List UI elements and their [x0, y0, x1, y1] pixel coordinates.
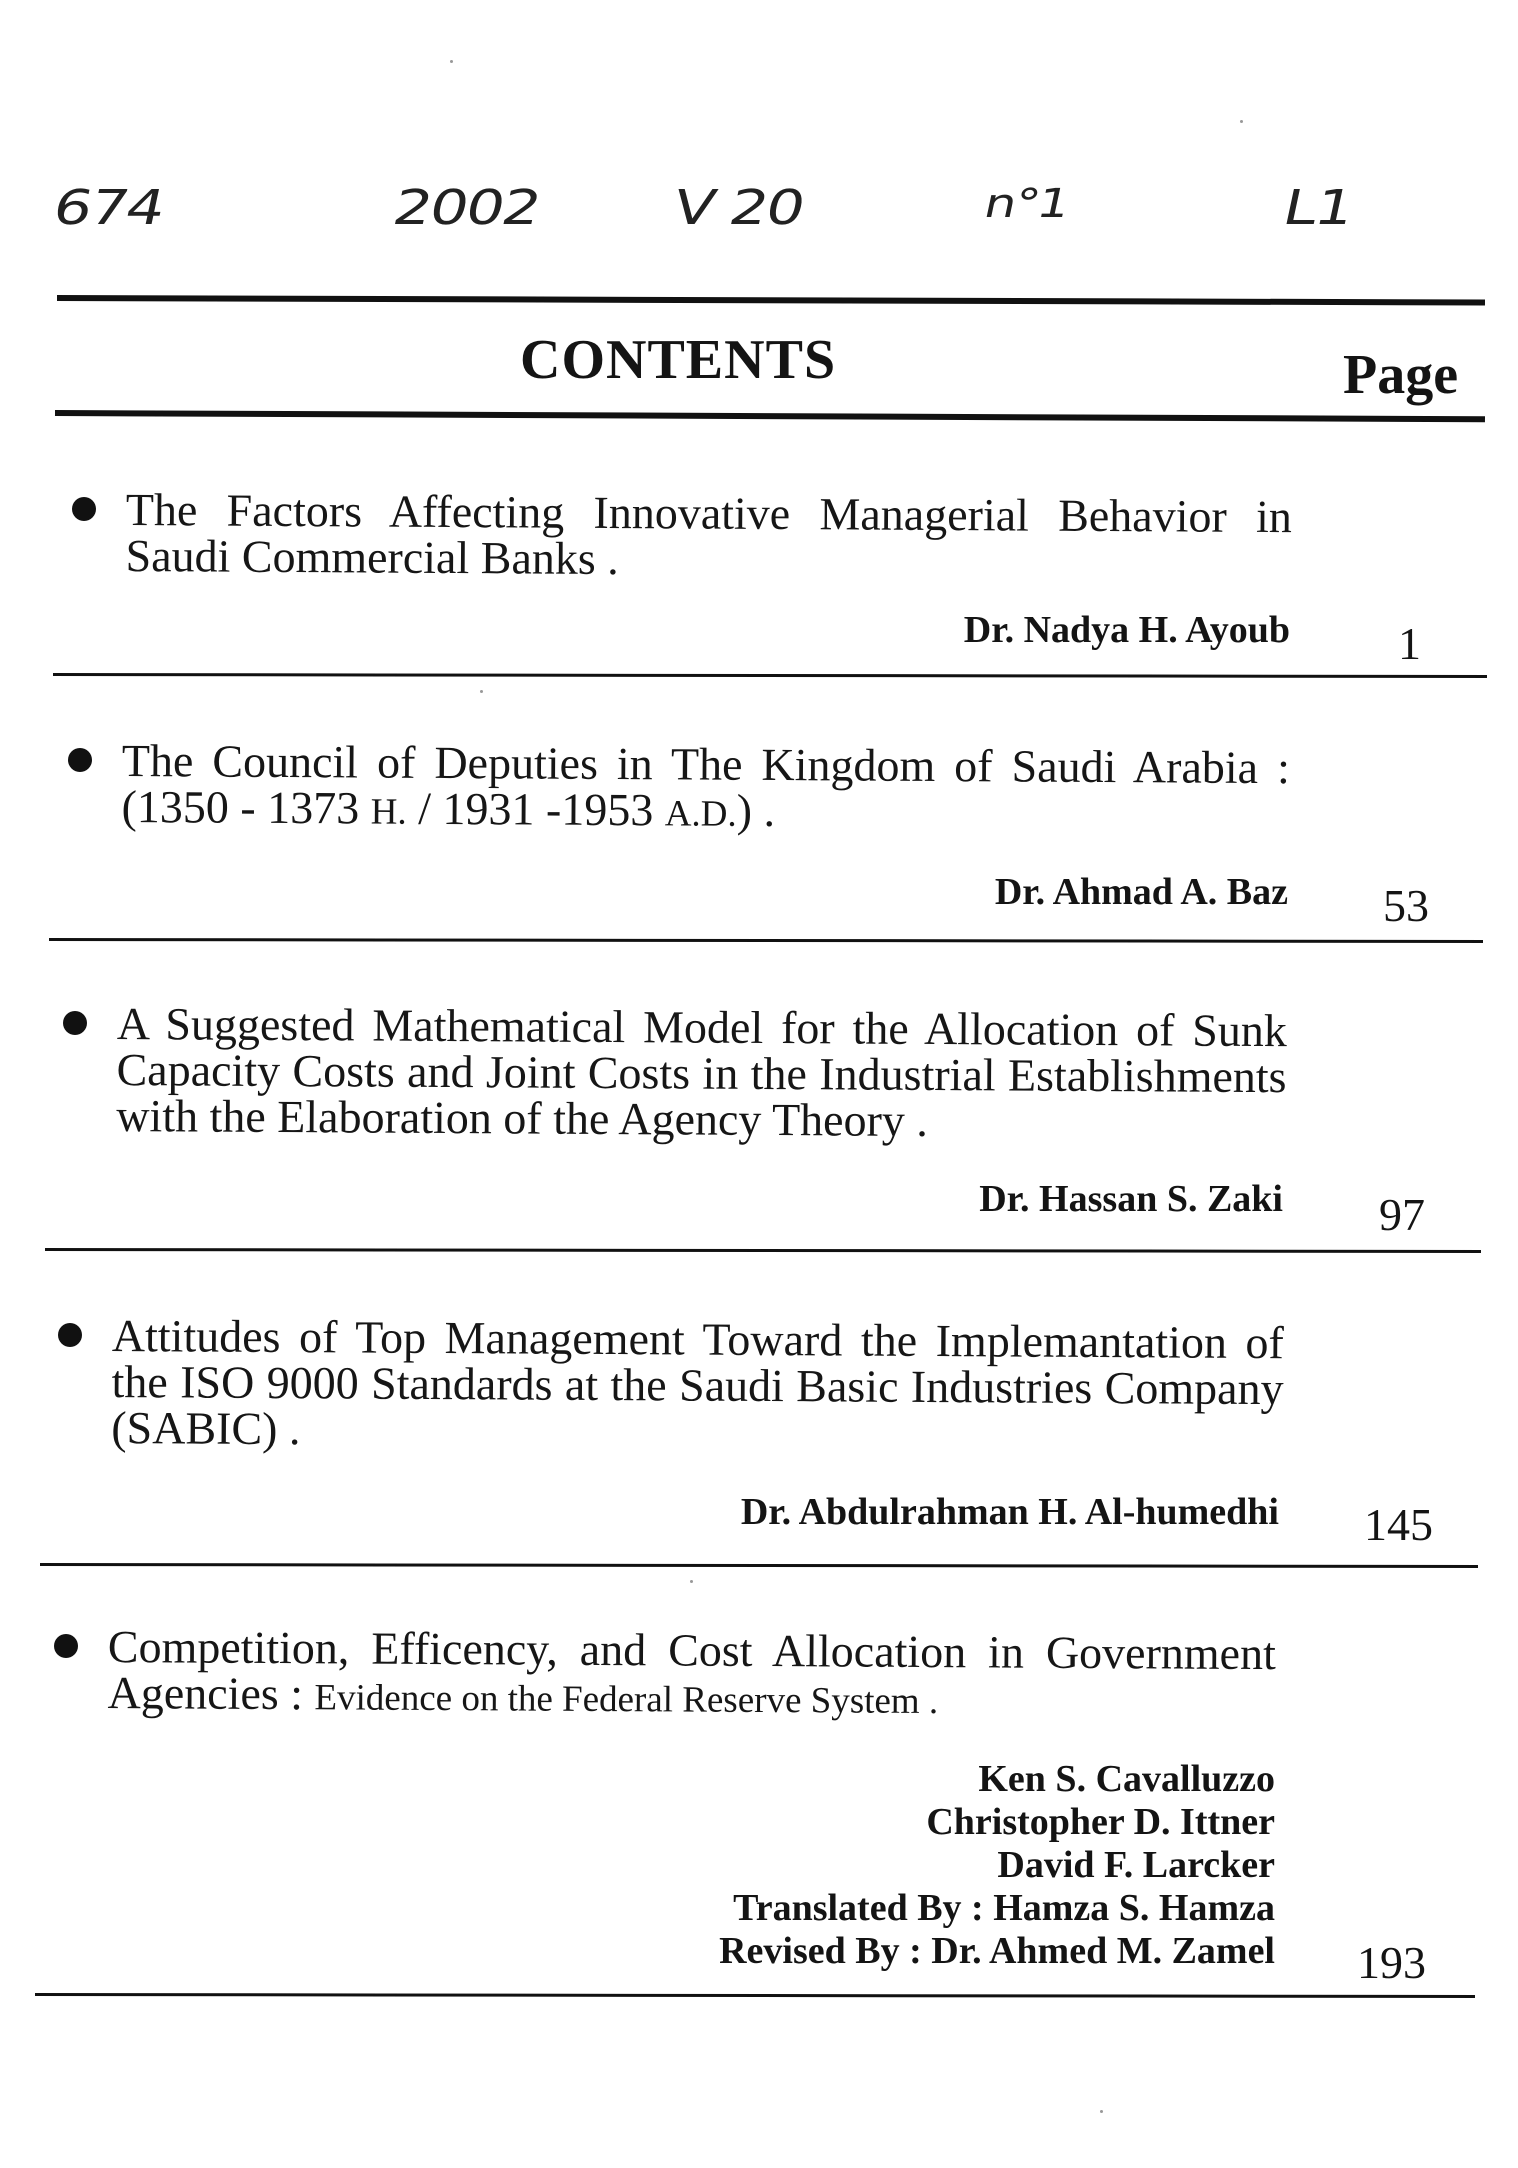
entry-title[interactable] — [107, 1621, 1276, 1727]
entry-page-number: 193 — [1357, 1937, 1426, 1988]
bullet-icon — [54, 1634, 78, 1658]
entry-separator — [45, 1248, 1481, 1253]
entry-title-end: ) . — [736, 784, 776, 836]
entry-author: Dr. Ahmad A. Baz — [994, 871, 1288, 913]
handwritten-note-part: n°1 — [980, 180, 1073, 227]
scan-speck — [1240, 120, 1243, 123]
entry-author: David F. Larcker — [997, 1844, 1275, 1886]
entry-title-sub: Evidence on the Federal Reserve System . — [314, 1677, 939, 1723]
handwritten-call-number — [48, 180, 1360, 290]
entry-separator — [49, 938, 1483, 943]
entry-separator — [35, 1993, 1475, 1998]
entry-author: Ken S. Cavalluzzo — [978, 1758, 1275, 1800]
entry-title[interactable] — [121, 735, 1290, 841]
handwritten-note-part: 2002 — [388, 180, 545, 236]
bullet-icon — [72, 497, 96, 521]
handwritten-note-part: L1 — [1278, 180, 1358, 236]
bullet-icon — [58, 1323, 82, 1347]
entry-title[interactable]: A Suggested Mathematical Model for the Allocation of Sunk Capacity Costs and Joint Costs in the Industrial Establishments with the Elaboration of the Agency Theory . — [116, 998, 1287, 1146]
entry-page-number: 1 — [1398, 618, 1421, 669]
entry-title-mid: / 1931 -1953 — [406, 782, 665, 836]
entry-title[interactable]: The Factors Affecting Innovative Managerial Behavior in Saudi Commercial Banks . — [125, 484, 1292, 585]
contents-heading: CONTENTS — [520, 329, 837, 391]
bullet-icon — [68, 748, 92, 772]
bullet-icon — [63, 1011, 87, 1035]
entry-page-number: 97 — [1379, 1189, 1425, 1240]
reviser-credit: Revised By : Dr. Ahmed M. Zamel — [719, 1930, 1275, 1972]
header-top-rule — [57, 295, 1485, 305]
entry-authors — [719, 1758, 1275, 1973]
era-ad: A.D. — [664, 793, 737, 835]
entry-title-main: The Council of Deputies in The Kingdom of Saudi Arabia : (1350 - 1373 — [121, 735, 1290, 834]
entry-author: Dr. Abdulrahman H. Al-humedhi — [740, 1491, 1279, 1533]
entry-page-number: 145 — [1364, 1499, 1433, 1550]
page-column-label: Page — [1343, 344, 1459, 406]
entry-author: Dr. Nadya H. Ayoub — [963, 609, 1290, 651]
handwritten-note-part: 674 — [48, 180, 169, 236]
entry-separator — [53, 673, 1487, 678]
entry-separator — [40, 1563, 1478, 1568]
header-bottom-rule — [55, 410, 1485, 422]
scan-speck — [450, 60, 453, 63]
entry-page-number: 53 — [1383, 880, 1429, 931]
entry-title-main: Competition, Efficency, and Cost Allocation in Government Agencies : — [107, 1621, 1276, 1720]
entry-title[interactable]: Attitudes of Top Management Toward the Implemantation of the ISO 9000 Standards at the Saudi Basic Industries Company (SABIC) . — [111, 1310, 1284, 1455]
entry-author: Christopher D. Ittner — [926, 1801, 1275, 1843]
translator-credit: Translated By : Hamza S. Hamza — [733, 1887, 1275, 1929]
scan-speck — [1100, 2110, 1103, 2113]
scan-speck — [480, 690, 483, 693]
scan-speck — [690, 1580, 693, 1583]
entry-author: Dr. Hassan S. Zaki — [979, 1178, 1283, 1220]
handwritten-note-part: V 20 — [668, 180, 809, 236]
era-hijri: H. — [370, 791, 407, 833]
